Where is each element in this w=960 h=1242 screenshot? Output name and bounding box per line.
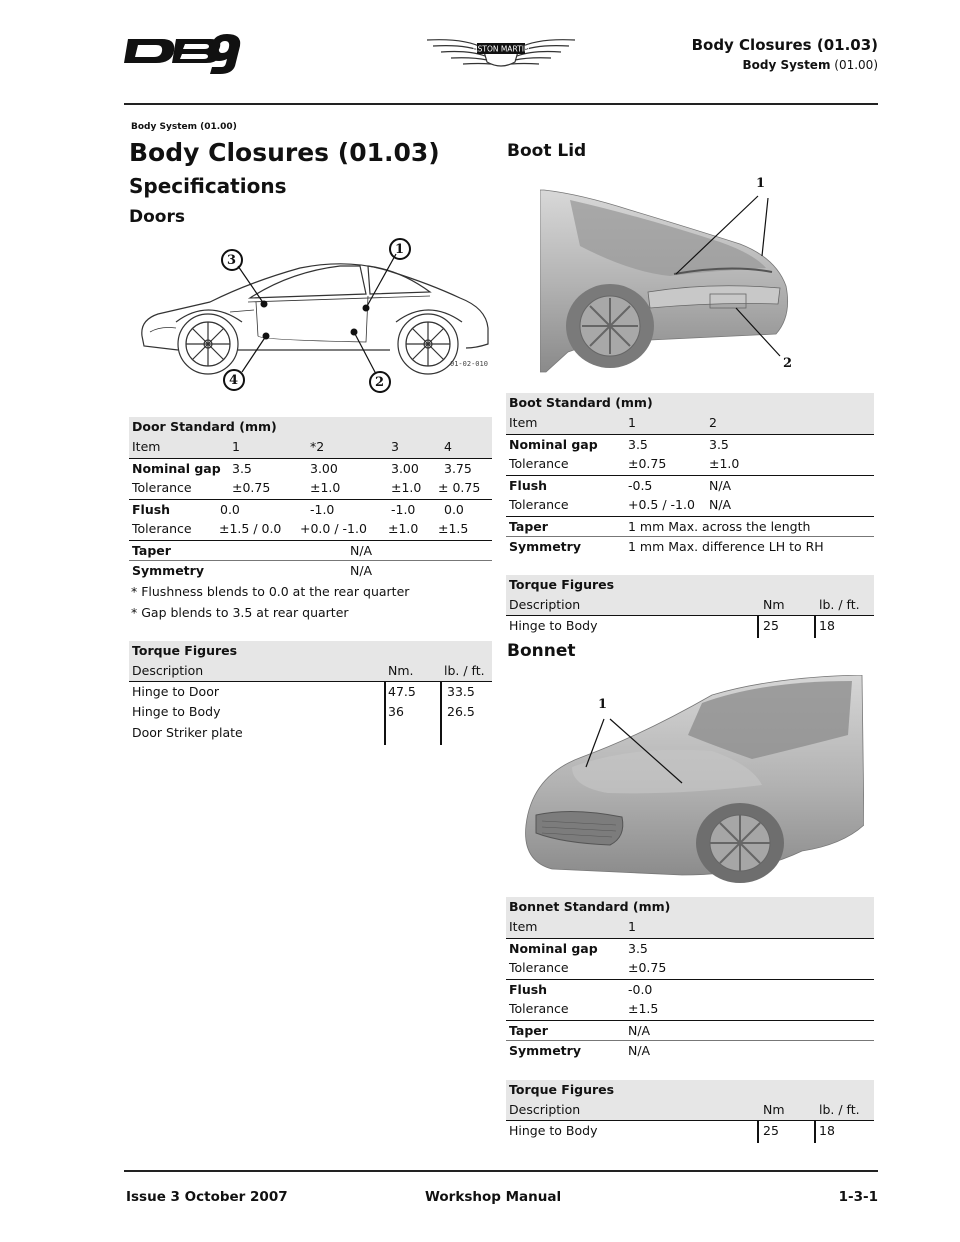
table-row: Taper N/A [506,1020,874,1041]
footer-page-number: 1-3-1 [838,1189,878,1205]
doors-heading: Doors [129,207,185,227]
svg-text:ASTON MARTIN: ASTON MARTIN [472,44,530,54]
table-row: Hinge to Body 25 18 [509,617,835,633]
table-row: Hinge to Door 47.5 33.5 [132,683,475,699]
table-row: Symmetry N/A [506,1040,874,1061]
door-torque-table: Torque Figures Description Nm. lb. / ft. Hinge to Door 47.5 33.5 Hinge to Body 36 26.5 Door Striker plate [129,641,492,743]
boot-callout-1: 1 [756,176,766,191]
table-row: Hinge to Body 36 26.5 [132,704,475,719]
door-note-gap: * Gap blends to 3.5 at rear quarter [131,605,349,620]
boot-torque-table: Torque Figures Description Nm lb. / ft. Hinge to Body 25 18 [506,575,874,636]
table-row: Flush -0.5 N/A [506,475,874,496]
column-divider [440,682,442,745]
door-note-flush: * Flushness blends to 0.0 at the rear quarter [131,584,410,599]
table-row: Hinge to Body 25 18 [509,1122,835,1138]
aston-martin-wings-logo [425,30,577,76]
table-row: Nominal gap 3.5 [506,938,874,959]
table-row: Tolerance +0.5 / -1.0 N/A [509,497,732,512]
table-row: Nominal gap 3.5 3.5 [506,434,874,455]
bonnet-image [512,675,864,885]
table-row: Flush 0.0 -1.0 -1.0 0.0 [129,499,492,520]
table-header-row: Description Nm lb. / ft. [506,595,874,616]
header-title: Body Closures (01.03) [691,36,878,54]
section-title: Specifications [129,174,287,198]
boot-callout-2: 2 [783,356,793,371]
bonnet-heading: Bonnet [507,641,576,661]
column-divider [814,616,816,638]
boot-lid-image [540,176,800,376]
door-callout-4: 4 [229,373,239,388]
doors-diagram [130,236,492,396]
footer-issue: Issue 3 October 2007 [126,1189,288,1205]
bonnet-standard-table: Bonnet Standard (mm) Item 1 Nominal gap 3.5 Tolerance ±0.75 Flush -0.0 Tolerance ±1.5 Taper N/A Symmetry N/A [506,897,874,1061]
door-callout-3: 3 [227,253,237,268]
db9-logo [124,30,242,74]
column-divider [384,682,386,745]
door-standard-table [129,417,492,581]
footer-rule [124,1170,878,1172]
table-row: Tolerance ±0.75 ±1.0 [509,456,740,471]
door-callout-2: 2 [375,375,385,390]
boot-standard-table: Boot Standard (mm) Item 1 2 Nominal gap 3.5 3.5 Tolerance ±0.75 ±1.0 Flush -0.5 N/A Tolerance +0.5 / -1.0 N/A Taper 1 mm Max. across the length Symmetry 1 mm Max. difference LH to RH [506,393,874,557]
table-row: Symmetry N/A [129,560,492,581]
page-title: Body Closures (01.03) [129,138,440,167]
header-subtitle: Body System (01.00) [742,58,878,72]
table-row: Symmetry 1 mm Max. difference LH to RH [506,536,874,557]
table-row: Nominal gap 3.5 3.00 3.00 3.75 [129,458,492,479]
table-caption: Door Standard (mm) [129,417,492,437]
table-header-row: Item 1 2 [506,413,874,434]
table-header-row: Item 1 *2 3 4 [129,437,492,458]
column-divider [814,1121,816,1143]
table-row: Tolerance ±0.75 [509,960,667,975]
boot-lid-heading: Boot Lid [507,141,587,161]
breadcrumb: Body System (01.00) [131,122,237,132]
bonnet-torque-table: Torque Figures Description Nm lb. / ft. Hinge to Body 25 18 [506,1080,874,1141]
figure-reference: 01-02-010 [450,360,488,368]
column-divider [757,1121,759,1143]
table-row: Tolerance ±1.5 [509,1001,659,1016]
header-rule [124,103,878,105]
table-header-row: Description Nm. lb. / ft. [129,661,492,682]
footer-manual: Workshop Manual [425,1189,562,1205]
table-row: Tolerance ±0.75 ±1.0 ±1.0 ± 0.75 [132,480,481,495]
bonnet-callout-1: 1 [598,697,608,712]
column-divider [757,616,759,638]
table-row: Door Striker plate [132,724,243,740]
table-row: Tolerance ±1.5 / 0.0 +0.0 / -1.0 ±1.0 ±1.5 [132,521,469,536]
table-row: Taper N/A [129,540,492,561]
table-row: Taper 1 mm Max. across the length [506,516,874,537]
door-callout-1: 1 [395,242,405,257]
table-header-row: Item 1 [506,917,874,938]
table-header-row: Description Nm lb. / ft. [506,1100,874,1121]
table-row: Flush -0.0 [506,979,874,1000]
